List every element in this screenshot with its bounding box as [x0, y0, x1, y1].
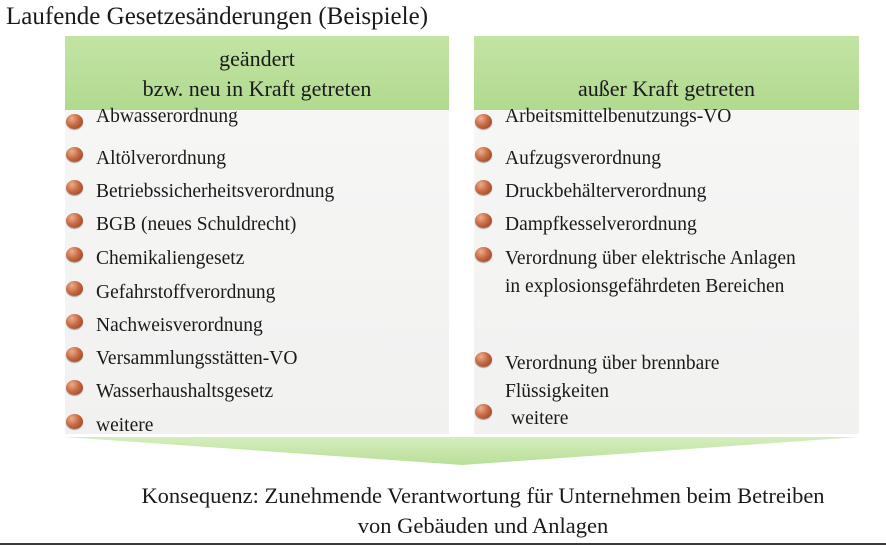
changed-laws-header-line-1: geändert — [219, 46, 295, 71]
bullet-icon — [66, 380, 83, 395]
list-item: Verordnung über elektrische Anlagen — [505, 248, 796, 269]
list-item: Altölverordnung — [96, 148, 226, 169]
list-item: Betriebssicherheitsverordnung — [96, 181, 335, 202]
list-item: Arbeitsmittelbenutzungs-VO — [505, 106, 732, 127]
bullet-icon — [66, 114, 83, 129]
list-item: Wasserhaushaltsgesetz — [96, 381, 274, 402]
repealed-laws-header: außer Kraft getreten — [474, 36, 859, 110]
list-item: weitere — [96, 415, 154, 436]
list-item: Nachweisverordnung — [96, 315, 263, 336]
bullet-icon — [66, 147, 83, 162]
bullet-icon — [475, 247, 492, 262]
list-item: Abwasserordnung — [96, 106, 238, 127]
bullet-icon — [475, 213, 492, 228]
conclusion-text — [80, 481, 886, 541]
down-arrow-icon — [65, 437, 859, 465]
list-item: Versammlungsstätten-VO — [96, 348, 298, 369]
list-item: weitere — [511, 408, 569, 429]
bullet-icon — [475, 404, 492, 419]
bullet-icon — [475, 352, 492, 367]
conclusion-line-1: Konsequenz: Zunehmende Verantwortung für Unternehmen beim Betreiben — [141, 483, 825, 508]
list-item-continuation: in explosionsgefährdeten Bereichen — [505, 276, 785, 297]
list-item: Gefahrstoffverordnung — [96, 282, 276, 303]
list-item: Aufzugsverordnung — [505, 148, 661, 169]
list-item: Verordnung über brennbare — [505, 353, 720, 374]
list-item-continuation: Flüssigkeiten — [505, 381, 610, 402]
bullet-icon — [66, 180, 83, 195]
bullet-icon — [475, 114, 492, 129]
conclusion-line-2: von Gebäuden und Anlagen — [357, 513, 609, 538]
page-title: Laufende Gesetzesänderungen (Beispiele) — [6, 3, 429, 30]
list-item: Dampfkesselverordnung — [505, 214, 697, 235]
bottom-divider — [0, 543, 886, 545]
bullet-icon — [66, 281, 83, 296]
bullet-icon — [66, 347, 83, 362]
bullet-icon — [66, 213, 83, 228]
bullet-icon — [475, 147, 492, 162]
bullet-icon — [66, 247, 83, 262]
bullet-icon — [66, 314, 83, 329]
bullet-icon — [475, 180, 492, 195]
changed-laws-header-line-2: bzw. neu in Kraft getreten — [142, 76, 372, 101]
bullet-icon — [66, 414, 83, 429]
list-item: Druckbehälterverordnung — [505, 181, 707, 202]
list-item: BGB (neues Schuldrecht) — [96, 214, 297, 235]
list-item: Chemikaliengesetz — [96, 248, 245, 269]
changed-laws-header — [65, 36, 449, 110]
